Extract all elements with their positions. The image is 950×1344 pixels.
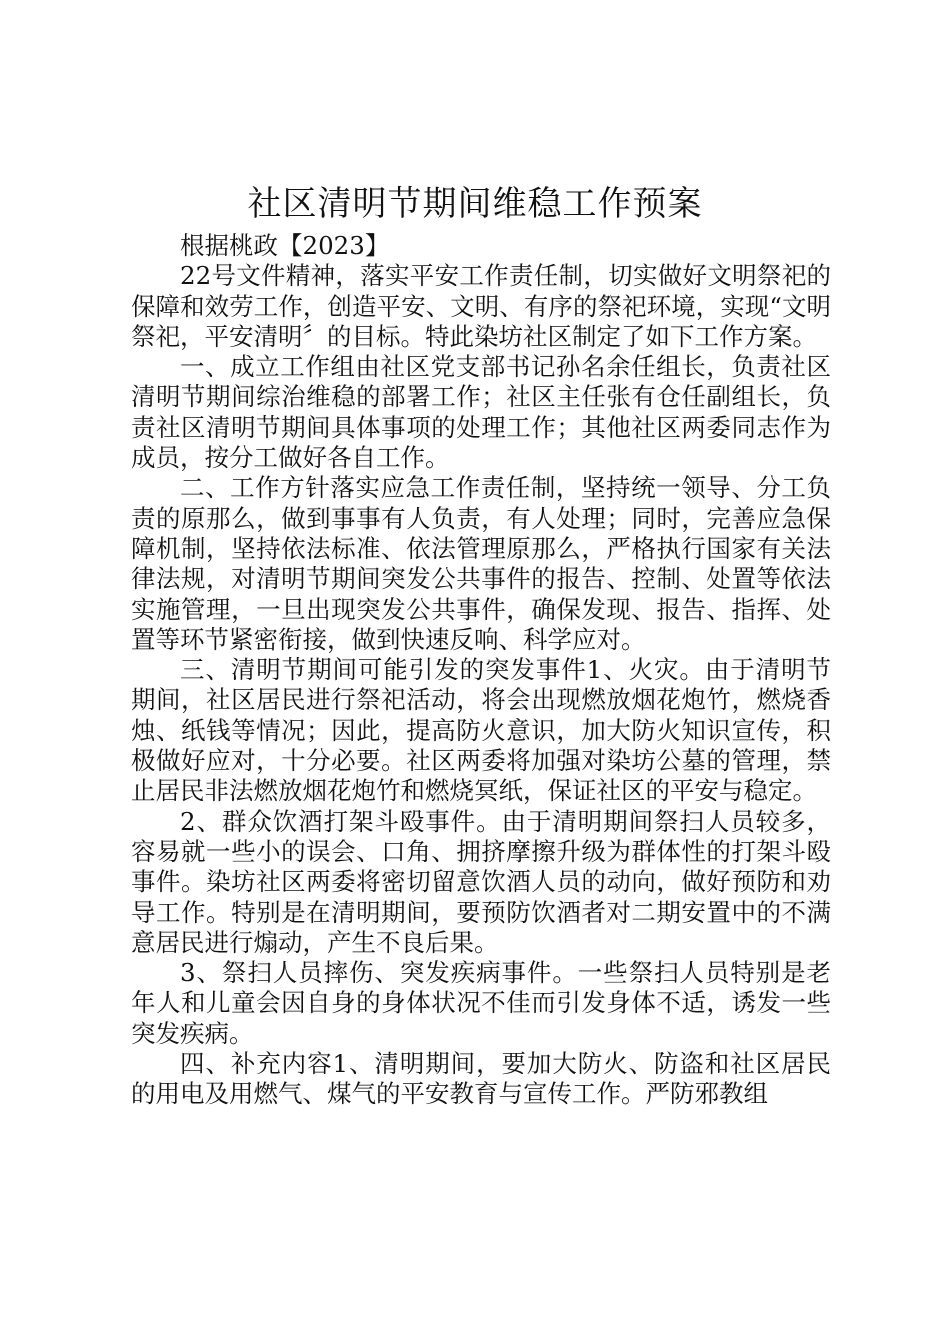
paragraph-working-group: 一、成立工作组由社区党支部书记孙名余任组长，负责社区清明节期间综治维稳的部署工作；社区主任张有仓任副组长，负责社区清明节期间具体事项的处理工作；其他社区两委同志作为成员，按分工做好各自工作。 — [131, 352, 831, 473]
paragraph-purpose: 22号文件精神，落实平安工作责任制，切实做好文明祭祀的保障和效劳工作，创造平安、文明、有序的祭祀环境，实现“文明祭祀，平安清明〞的目标。特此染坊社区制定了如下工作方案。 — [131, 261, 831, 351]
paragraph-injuries-illness: 3、祭扫人员摔伤、突发疾病事件。一些祭扫人员特别是老年人和儿童会因自身的身体状况不佳而引发身体不适，诱发一些突发疾病。 — [131, 958, 831, 1048]
document-body — [131, 231, 831, 1110]
paragraph-guidelines: 二、工作方针落实应急工作责任制，坚持统一领导、分工负责的原那么，做到事事有人负责，有人处理；同时，完善应急保障机制，坚持依法标准、依法管理原那么，严格执行国家有关法律法规，对清明节期间突发公共事件的报告、控制、处置等依法实施管理，一旦出现突发公共事件，确保发现、报告、指挥、处置等环节紧密衔接，做到快速反响、科学应对。 — [131, 473, 831, 654]
paragraph-drinking-fights: 2、群众饮酒打架斗殴事件。由于清明期间祭扫人员较多，容易就一些小的误会、口角、拥挤摩擦升级为群体性的打架斗殴事件。染坊社区两委将密切留意饮酒人员的动向，做好预防和劝导工作。特别是在清明期间，要预防饮酒者对二期安置中的不满意居民进行煽动，产生不良后果。 — [131, 806, 831, 957]
document-title: 社区清明节期间维稳工作预案 — [247, 184, 703, 224]
paragraph-possible-incidents: 三、清明节期间可能引发的突发事件1、火灾。由于清明节期间，社区居民进行祭祀活动，将会出现燃放烟花炮竹，燃烧香烛、纸钱等情况；因此，提高防火意识，加大防火知识宣传，积极做好应对，十分必要。社区两委将加强对染坊公墓的管理，禁止居民非法燃放烟花炮竹和燃烧冥纸，保证社区的平安与稳定。 — [131, 655, 831, 806]
paragraph-supplementary: 四、补充内容1、清明期间，要加大防火、防盗和社区居民的用电及用燃气、煤气的平安教育与宣传工作。严防邪教组 — [131, 1049, 831, 1109]
paragraph-intro: 根据桃政【2023】 — [180, 231, 390, 260]
